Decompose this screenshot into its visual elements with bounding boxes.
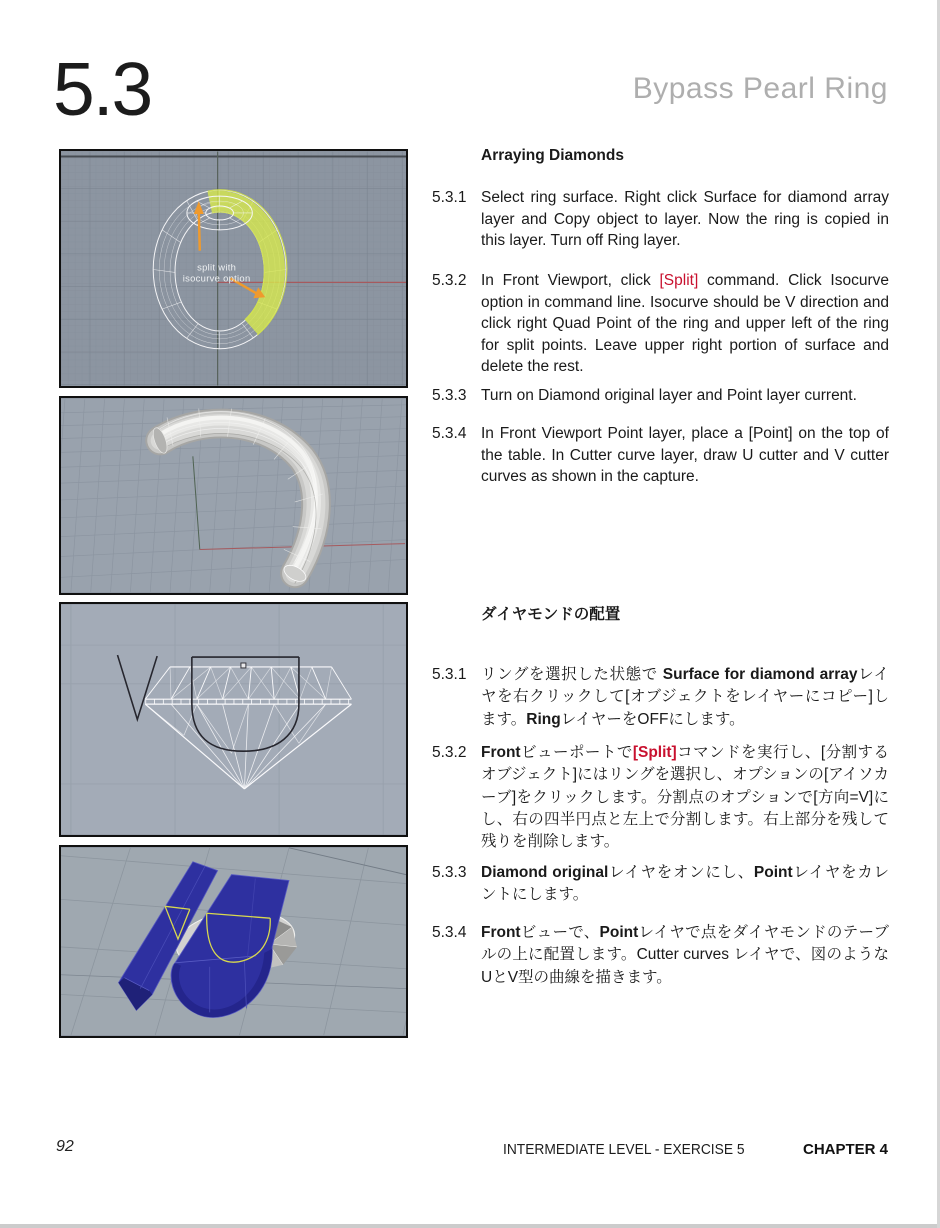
footer-chapter-label: CHAPTER 4 [802,1141,888,1158]
figure-ring-surface-perspective [59,396,408,595]
split-annotation-line1: split with [197,261,237,273]
item-number: 5.3.3 [432,864,467,881]
item-number: 5.3.1 [432,189,467,206]
item-number: 5.3.2 [432,272,467,289]
point-marker [241,663,246,668]
instruction-item-jp-4 [432,922,889,989]
figure-diamond-cutter-curves [59,602,408,837]
section-number: 5.3 [53,47,152,131]
split-annotation-line2: isocurve option [182,272,251,284]
instruction-item-jp-3 [432,862,889,907]
item-text: リングを選択した状態で Surface for diamond arrayレイヤを右クリックして[オブジェクトをレイヤーにコピー]します。RingレイヤーをOFFにします。 [481,666,890,728]
instruction-item-en-2 [432,270,889,378]
page-title: Bypass Pearl Ring [632,72,888,105]
figure-ring-split-viewport [59,149,408,388]
item-text: In Front Viewport, click [Split] command. Click Isocurve option in command line. Isocurve should be V direction and click right Quad Point of the ring and upper left of the ring for split points. Leave upper right portion of surface and delete the rest. [481,272,889,375]
instruction-item-jp-2 [432,742,889,853]
item-text: Frontビューポートで[Split]コマンドを実行し、[分割するオブジェクト]にはリングを選択し、オプションの[アイソカーブ]をクリックします。分割点のオプションで[方向=V]にし、右の四半円点と左上で分割します。右上部分を残して残りを削除します。 [481,744,889,851]
item-text: Diamond originalレイヤをオンにし、Pointレイヤをカレントにします。 [481,864,889,904]
japanese-section-heading: ダイヤモンドの配置 [481,606,621,623]
page-number: 92 [56,1138,74,1155]
figure-cutter-solids-perspective [59,845,408,1038]
footer-exercise-label: INTERMEDIATE LEVEL - EXERCISE 5 [503,1141,745,1158]
item-number: 5.3.4 [432,924,467,941]
item-number: 5.3.4 [432,425,467,442]
diamond-cutters-illustration [61,604,406,835]
item-number: 5.3.1 [432,666,467,683]
item-text: Select ring surface. Right click Surface for diamond array layer and Copy object to layer. Now the ring is copied in this layer. Turn off Ring layer. [481,189,889,249]
instruction-item-en-3 [432,385,889,407]
instruction-item-jp-1 [432,664,889,731]
instruction-item-en-4 [432,423,889,488]
ring-split-illustration [61,151,406,386]
item-text: Turn on Diamond original layer and Point layer current. [481,387,857,404]
item-text: In Front Viewport Point layer, place a [Point] on the top of the table. In Cutter curve layer, draw U cutter and V cutter curves as shown in the capture. [481,425,889,485]
instruction-item-en-1 [432,187,889,252]
item-number: 5.3.3 [432,387,467,404]
item-text: Frontビューで、Pointレイヤで点をダイヤモンドのテーブルの上に配置します。Cutter curves レイヤで、図のようなUとV型の曲線を描きます。 [481,924,889,986]
ring-surface-illustration [61,398,406,593]
cutter-solids-illustration [61,847,406,1036]
item-number: 5.3.2 [432,744,467,761]
english-section-heading: Arraying Diamonds [481,147,624,164]
